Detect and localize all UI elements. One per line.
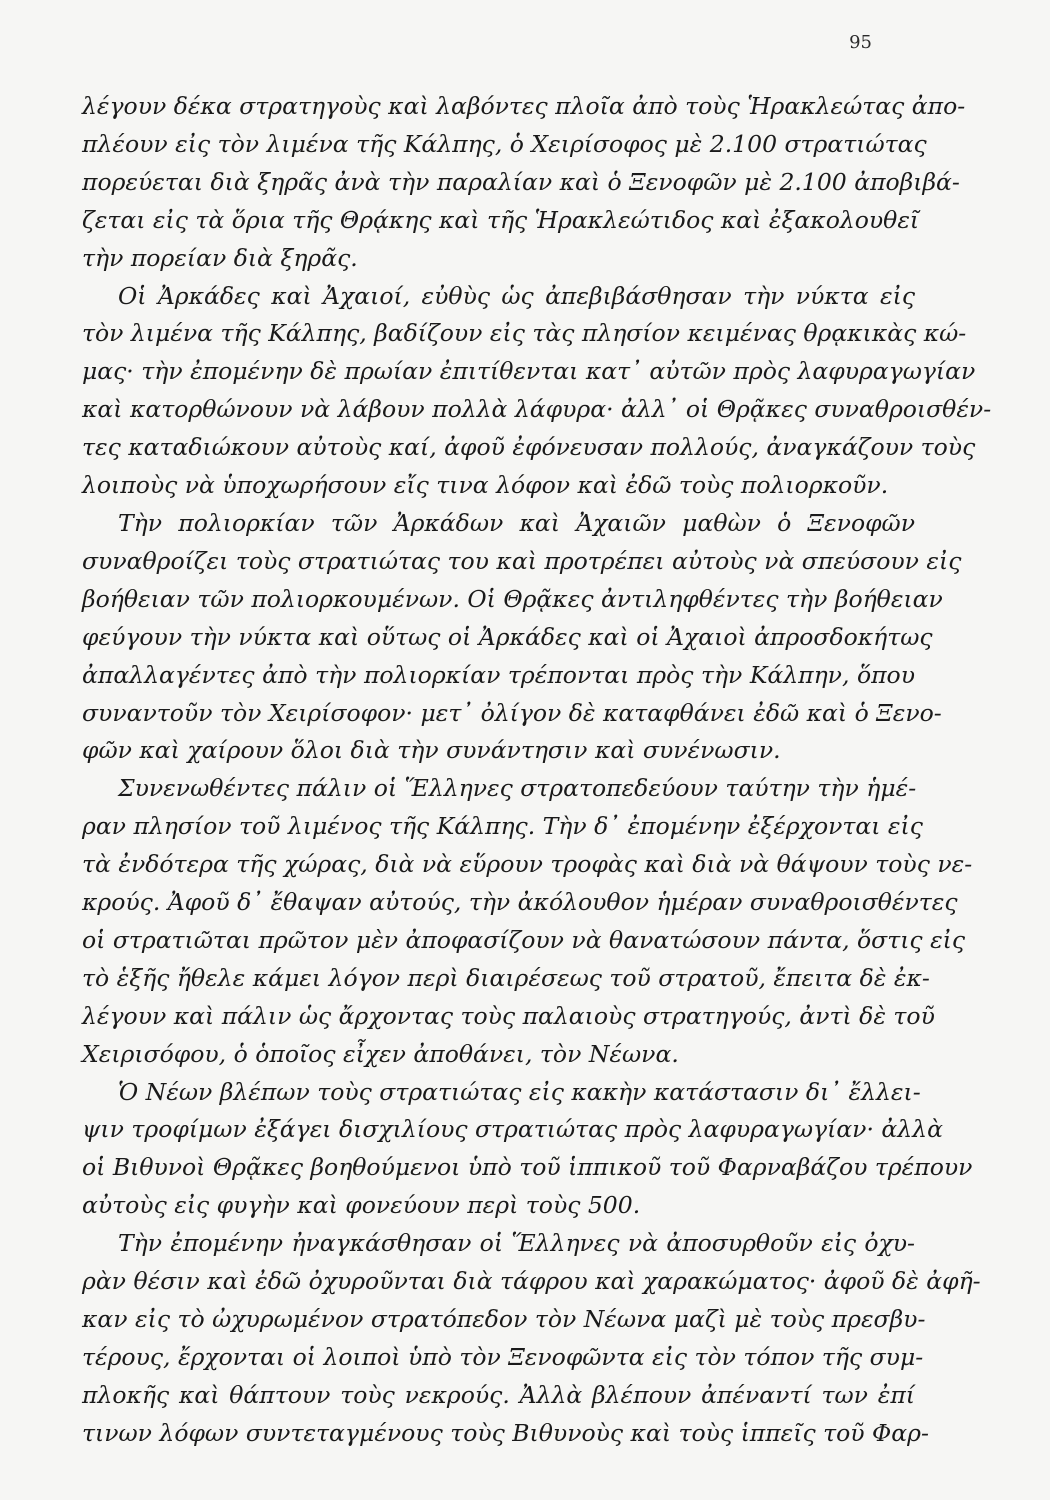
paragraph-2	[82, 278, 992, 505]
text-line: τες καταδιώκουν αὐτοὺς καί, ἀφοῦ ἐφόνευσαν πολλούς, ἀναγκάζουν τοὺς	[82, 433, 976, 462]
text-line: πορεύεται διὰ ξηρᾶς ἀνὰ τὴν παραλίαν καὶ ὁ Ξενοφῶν μὲ 2.100 ἀποβιβά-	[82, 167, 960, 196]
text-line: πλοκῆς καὶ θάπτουν τοὺς νεκρούς. Ἀλλὰ βλέπουν ἀπέναντί των ἐπί	[82, 1380, 915, 1409]
text-line: κρούς. Ἀφοῦ δ᾽ ἔθαψαν αὐτούς, τὴν ἀκόλουθον ἡμέραν συναθροισθέντες	[82, 888, 958, 917]
text-line: ἀπαλλαγέντες ἀπὸ τὴν πολιορκίαν τρέπονται πρὸς τὴν Κάλπην, ὅπου	[82, 660, 915, 689]
text-line: συναντοῦν τὸν Χειρίσοφον· μετ᾽ ὀλίγον δὲ καταφθάνει ἐδῶ καὶ ὁ Ξενο-	[82, 698, 942, 727]
text-line: λοιποὺς νὰ ὑποχωρήσουν εἴς τινα λόφον καὶ ἐδῶ τοὺς πολιορκοῦν.	[82, 471, 889, 500]
text-line: τέρους, ἔρχονται οἱ λοιποὶ ὑπὸ τὸν Ξενοφῶντα εἰς τὸν τόπον τῆς συμ-	[82, 1342, 924, 1371]
text-line: ρὰν θέσιν καὶ ἐδῶ ὀχυροῦνται διὰ τάφρου καὶ χαρακώματος· ἀφοῦ δὲ ἀφῆ-	[82, 1267, 981, 1296]
text-line: καὶ κατορθώνουν νὰ λάβουν πολλὰ λάφυρα· ἀλλ᾽ οἱ Θρᾷκες συναθροισθέν-	[82, 395, 992, 424]
text-line: τὰ ἐνδότερα τῆς χώρας, διὰ νὰ εὕρουν τροφὰς καὶ διὰ νὰ θάψουν τοὺς νε-	[82, 850, 973, 879]
text-line: Συνενωθέντες πάλιν οἱ Ἕλληνες στρατοπεδεύουν ταύτην τὴν ἡμέ-	[118, 774, 917, 803]
text-line: λέγουν καὶ πάλιν ὡς ἄρχοντας τοὺς παλαιοὺς στρατηγούς, ἀντὶ δὲ τοῦ	[82, 1001, 935, 1030]
page-number: 95	[849, 32, 872, 53]
text-line: φῶν καὶ χαίρουν ὅλοι διὰ τὴν συνάντησιν καὶ συνένωσιν.	[82, 736, 781, 765]
text-line: βοήθειαν τῶν πολιορκουμένων. Οἱ Θρᾷκες ἀντιληφθέντες τὴν βοήθειαν	[82, 584, 943, 613]
text-line: οἱ Βιθυνοὶ Θρᾷκες βοηθούμενοι ὑπὸ τοῦ ἱππικοῦ τοῦ Φαρναβάζου τρέπουν	[82, 1153, 973, 1182]
text-line: Τὴν πολιορκίαν τῶν Ἀρκάδων καὶ Ἀχαιῶν μαθὼν ὁ Ξενοφῶν	[118, 508, 915, 537]
text-line: ζεται εἰς τὰ ὅρια τῆς Θρᾴκης καὶ τῆς Ἡρακλεώτιδος καὶ ἐξακολουθεῖ	[82, 205, 920, 234]
text-line: οἱ στρατιῶται πρῶτον μὲν ἀποφασίζουν νὰ θανατώσουν πάντα, ὅστις εἰς	[82, 925, 966, 954]
paragraph-4	[82, 770, 973, 1073]
text-line: πλέουν εἰς τὸν λιμένα τῆς Κάλπης, ὁ Χειρίσοφος μὲ 2.100 στρατιώτας	[82, 129, 927, 158]
text-line: λέγουν δέκα στρατηγοὺς καὶ λαβόντες πλοῖα ἀπὸ τοὺς Ἡρακλεώτας ἀπο-	[82, 92, 966, 120]
paragraph-6	[82, 1225, 981, 1452]
text-line: καν εἰς τὸ ὠχυρωμένον στρατόπεδον τὸν Νέωνα μαζὶ μὲ τοὺς πρεσβυ-	[82, 1305, 926, 1333]
text-line: ψιν τροφίμων ἐξάγει δισχιλίους στρατιώτας πρὸς λαφυραγωγίαν· ἀλλὰ	[82, 1115, 943, 1144]
text-line: αὐτοὺς εἰς φυγὴν καὶ φονεύουν περὶ τοὺς 500.	[82, 1191, 641, 1220]
text-line: ραν πλησίον τοῦ λιμένος τῆς Κάλπης. Τὴν δ᾽ ἐπομένην ἐξέρχονται εἰς	[82, 812, 923, 841]
paragraph-3	[82, 505, 962, 770]
text-line: τὸ ἑξῆς ἤθελε κάμει λόγον περὶ διαιρέσεως τοῦ στρατοῦ, ἔπειτα δὲ ἐκ-	[82, 963, 930, 992]
paragraph-1	[82, 88, 966, 278]
text-line: τὴν πορείαν διὰ ξηρᾶς.	[82, 243, 358, 272]
text-line: Ὁ Νέων βλέπων τοὺς στρατιώτας εἰς κακὴν κατάστασιν δι᾽ ἔλλει-	[118, 1077, 921, 1106]
text-line: φεύγουν τὴν νύκτα καὶ οὕτως οἱ Ἀρκάδες καὶ οἱ Ἀχαιοὶ ἀπροσδοκήτως	[82, 622, 933, 651]
text-line: μας· τὴν ἐπομένην δὲ πρωίαν ἐπιτίθενται κατ᾽ αὐτῶν πρὸς λαφυραγωγίαν	[82, 357, 976, 386]
body-text	[82, 88, 992, 1453]
text-line: Τὴν ἐπομένην ἠναγκάσθησαν οἱ Ἕλληνες νὰ ἀποσυρθοῦν εἰς ὀχυ-	[118, 1229, 915, 1258]
paragraph-5	[82, 1074, 973, 1226]
text-line: τινων λόφων συντεταγμένους τοὺς Βιθυνοὺς καὶ τοὺς ἱππεῖς τοῦ Φαρ-	[82, 1418, 929, 1447]
text-line: τὸν λιμένα τῆς Κάλπης, βαδίζουν εἰς τὰς πλησίον κειμένας θρᾳκικὰς κώ-	[82, 319, 967, 348]
text-line: συναθροίζει τοὺς στρατιώτας του καὶ προτρέπει αὐτοὺς νὰ σπεύσουν εἰς	[82, 546, 962, 575]
text-line: Οἱ Ἀρκάδες καὶ Ἀχαιοί, εὐθὺς ὡς ἀπεβιβάσθησαν τὴν νύκτα εἰς	[118, 281, 915, 310]
text-line: Χειρισόφου, ὁ ὁποῖος εἶχεν ἀποθάνει, τὸν Νέωνα.	[82, 1039, 679, 1068]
